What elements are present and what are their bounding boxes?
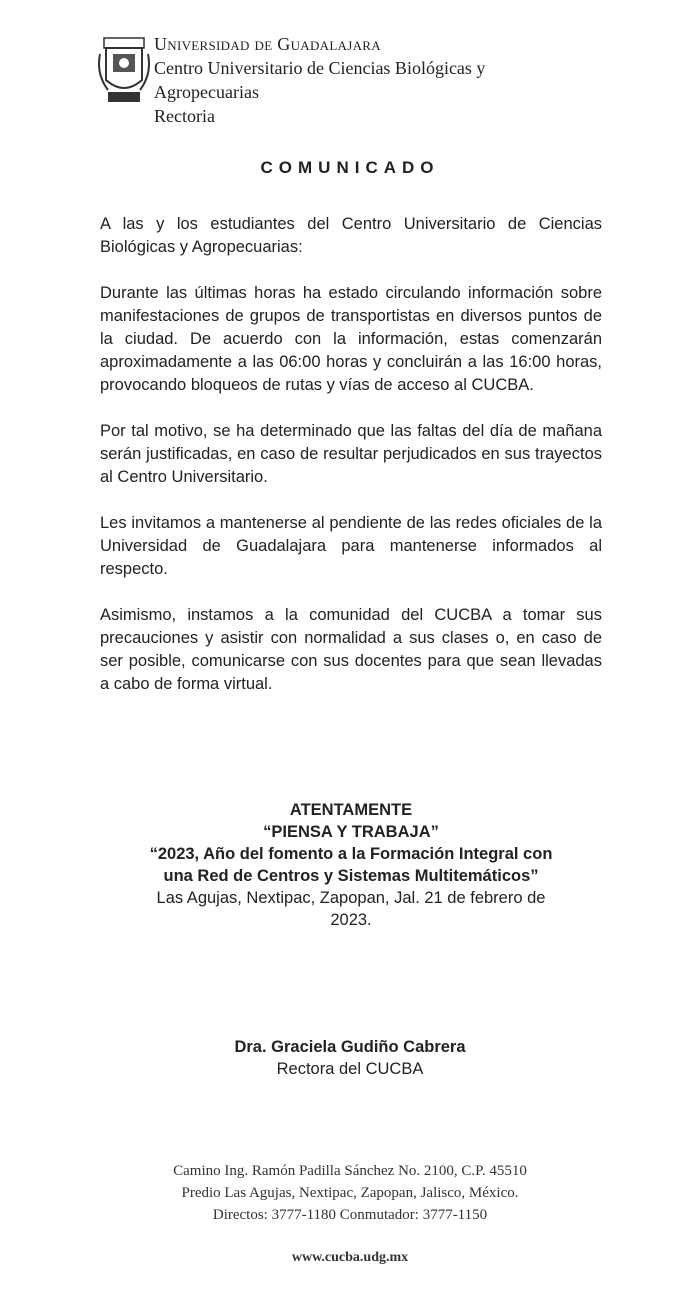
center-name-line2: Agropecuarias [154, 82, 259, 102]
address-line1: Camino Ing. Ramón Padilla Sánchez No. 2100, C.P. 45510 [173, 1163, 527, 1179]
paragraph-justification: Por tal motivo, se ha determinado que las faltas del día de mañana serán justificadas, en caso de resultar perjudicados en sus trayectos al Centro Universitario. [100, 422, 602, 486]
closing-place-date-line1: Las Agujas, Nextipac, Zapopan, Jal. 21 de febrero de [156, 889, 546, 907]
document-body [100, 213, 602, 719]
letterhead [98, 32, 658, 132]
paragraph-invitation: Les invitamos a mantenerse al pendiente de las redes oficiales de la Universidad de Guadalajara para mantenerse informados al respecto. [100, 514, 602, 578]
closing-block [100, 799, 602, 931]
closing-place-date-line2: 2023. [330, 911, 372, 929]
office-name: Rectoria [154, 106, 215, 126]
document-title: COMUNICADO [260, 158, 440, 177]
signatory-name: Dra. Graciela Gudiño Cabrera [234, 1038, 466, 1056]
signature-block [0, 1036, 700, 1080]
signatory-position: Rectora del CUCBA [276, 1060, 424, 1078]
university-seal-logo [98, 34, 150, 108]
university-name: Universidad de Guadalajara [154, 34, 381, 54]
greeting-paragraph: A las y los estudiantes del Centro Universitario de Ciencias Biológicas y Agropecuarias: [100, 215, 602, 256]
phone-numbers: Directos: 3777-1180 Conmutador: 3777-1150 [212, 1207, 488, 1223]
closing-year-line2: una Red de Centros y Sistemas Multitemáticos” [163, 867, 539, 885]
closing-atentamente: ATENTAMENTE [289, 801, 413, 819]
closing-motto: “PIENSA Y TRABAJA” [263, 823, 439, 841]
center-name-line1: Centro Universitario de Ciencias Biológicas y [154, 58, 486, 78]
paragraph-precautions: Asimismo, instamos a la comunidad del CUCBA a tomar sus precauciones y asistir con normalidad a sus clases o, en caso de ser posible, comunicarse con sus docentes para que sean llevadas a cabo de forma virtual. [100, 606, 602, 693]
website-url: www.cucba.udg.mx [291, 1250, 409, 1265]
footer-address [0, 1160, 700, 1226]
address-line2: Predio Las Agujas, Nextipac, Zapopan, Jalisco, México. [181, 1185, 519, 1201]
letterhead-text [154, 32, 485, 128]
paragraph-context: Durante las últimas horas ha estado circulando información sobre manifestaciones de grupos de transportistas en diversos puntos de la ciudad. De acuerdo con la información, estas comenzarán aproximadamente a las 06:00 horas y concluirán a las 16:00 horas, provocando bloqueos de rutas y vías de acceso al CUCBA. [100, 284, 602, 394]
closing-year-line1: “2023, Año del fomento a la Formación Integral con [149, 845, 553, 863]
